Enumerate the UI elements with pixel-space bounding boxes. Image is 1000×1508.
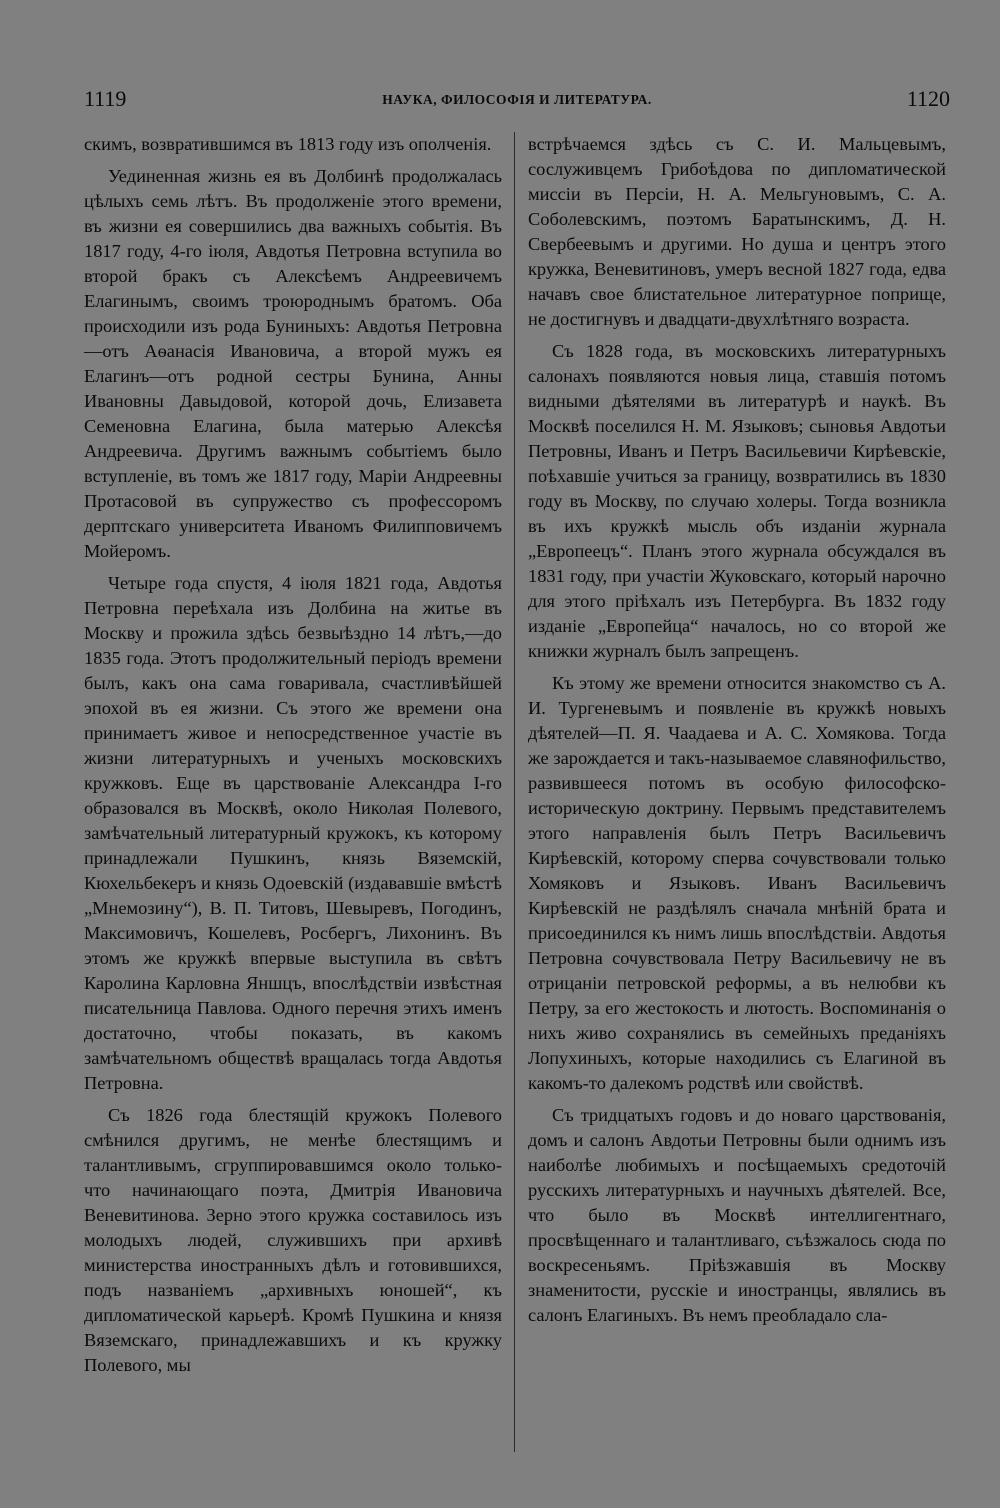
paragraph: Съ 1826 года блестящій кружокъ Полевого смѣнился другимъ, не менѣе блестящимъ и талантливымъ, сгруппировавшимся около только-что начинающаго поэта, Дмитрія Ивановича Веневитинова. Зерно этого кружка составилось изъ молодыхъ людей, служившихъ при архивѣ министерства иностранныхъ дѣлъ и готовившихся, подъ названіемъ „архивныхъ юношей“, къ дипломатической карьерѣ. Кромѣ Пушкина и князя Вяземскаго, принадлежавшихъ и къ кружку Полевого, мы [84,1105,502,1375]
paragraph: Съ 1828 года, въ московскихъ литературныхъ салонахъ появляются новыя лица, ставшія потомъ видными дѣятелями въ литературѣ и наукѣ. Въ Москвѣ поселился Н. М. Языковъ; сыновья Авдотьи Петровны, Иванъ и Петръ Васильевичи Кирѣевскіе, поѣхавшіе учиться за границу, возвратились въ 1830 году въ Москву, по случаю холеры. Тогда возникла въ ихъ кружкѣ мысль объ изданіи журнала „Европеецъ“. Планъ этого журнала обсуждался въ 1831 году, при участіи Жуковскаго, который нарочно для этого пріѣхалъ изъ Петербурга. Въ 1832 году изданіе „Европейца“ началось, но со второй же книжки журналъ былъ запрещенъ. [528,341,946,661]
paragraph: Уединенная жизнь ея въ Долбинѣ продолжалась цѣлыхъ семь лѣтъ. Въ продолженіе этого времени, въ жизни ея совершились два важныхъ событія. Въ 1817 году, 4-го іюля, Авдотья Петровна вступила во второй бракъ съ Алексѣемъ Андреевичемъ Елагинымъ, своимъ троюроднымъ братомъ. Оба происходили изъ рода Буниныхъ: Авдотья Петровна—отъ Аѳанасія Ивановича, а второй мужъ ея Елагинъ—отъ родной сестры Бунина, Анны Ивановны Давыдовой, которой дочь, Елизавета Семеновна Елагина, была матерью Алексѣя Андреевича. Другимъ важнымъ событіемъ было вступленіе, въ томъ же 1817 году, Маріи Андреевны Протасовой въ супружество съ профессоромъ дерптскаго университета Иваномъ Филипповичемъ Мойеромъ. [84,166,502,561]
paragraph: Съ тридцатыхъ годовъ и до новаго царствованія, домъ и салонъ Авдотьи Петровны были однимъ изъ наиболѣе любимыхъ и посѣщаемыхъ средоточій русскихъ литературныхъ и научныхъ дѣятелей. Все, что было въ Москвѣ интеллигентнаго, просвѣщеннаго и талантливаго, съѣзжалось сюда по воскресеньямъ. Пріѣзжавшія въ Москву знаменитости, русскіе и иностранцы, являлись въ салонъ Елагиныхъ. Въ немъ преобладало сла- [528,1105,946,1325]
running-title: НАУКА, ФИЛОСОФІЯ И ЛИТЕРАТУРА. [382,92,652,107]
paragraph: скимъ, возвратившимся въ 1813 году изъ ополченія. [84,134,492,154]
paragraph: Четыре года спустя, 4 іюля 1821 года, Авдотья Петровна переѣхала изъ Долбина на житье въ Москву и прожила здѣсь безвыѣздно 14 лѣтъ,—до 1835 года. Этотъ продолжительный періодъ времени былъ, какъ она сама говаривала, счастливѣйшей эпохой въ ея жизни. Съ этого же времени она принимаетъ живое и непосредственное участіе въ жизни литературныхъ и ученыхъ московскихъ кружковъ. Еще въ царствованіе Александра I-го образовался въ Москвѣ, около Николая Полевого, замѣчательный литературный кружокъ, къ которому принадлежали Пушкинъ, князь Вяземскій, Кюхельбекеръ и князь Одоевскій (издававшіе вмѣстѣ „Мнемозину“), В. П. Титовъ, Шевыревъ, Погодинъ, Максимовичъ, Кошелевъ, Росбергъ, Лихонинъ. Въ этомъ же кружкѣ впервые выступила въ свѣтъ Каролина Карловна Яншцъ, впослѣдствіи извѣстная писательница Павлова. Одного перечня этихъ именъ достаточно, чтобы показать, въ какомъ замѣчательномъ обществѣ вращалась тогда Авдотья Петровна. [84,573,503,1093]
right-column [528,132,946,1328]
page-number-right: 1120 [906,86,950,111]
paragraph: Къ этому же времени относится знакомство съ А. И. Тургеневымъ и появленіе въ кружкѣ новыхъ дѣятелей—П. Я. Чаадаева и А. С. Хомякова. Тогда же зарождается и такъ-называемое славянофильство, развившееся потомъ въ особую философско-историческую доктрину. Первымъ представителемъ этого направленія былъ Петръ Васильевичъ Кирѣевскій, которому сперва сочувствовали только Хомяковъ и Языковъ. Иванъ Васильевичъ Кирѣевскій не раздѣлялъ сначала мнѣній брата и присоединился къ нимъ лишь впослѣдствіи. Авдотья Петровна сочувствовала Петру Васильевичу не въ отрицаніи петровской реформы, а въ нелюбви къ Петру, за его жестокость и лютость. Воспоминанія о нихъ живо сохранялись въ семейныхъ преданіяхъ Лопухиныхъ, которые находились съ Елагиной въ какомъ-то далекомъ родствѣ или свойствѣ. [528,673,946,1093]
page-header [84,86,950,116]
column-divider [514,132,515,1452]
left-column [84,132,502,1378]
page-number-left: 1119 [84,86,127,111]
paragraph: встрѣчаемся здѣсь съ С. И. Мальцевымъ, сослуживцемъ Грибоѣдова по дипломатической миссіи въ Персіи, Н. А. Мельгуновымъ, С. А. Соболевскимъ, поэтомъ Баратынскимъ, Д. Н. Свербеевымъ и другими. Но душа и центръ этого кружка, Веневитиновъ, умеръ весной 1827 года, едва начавъ свое блистательное литературное поприще, не достигнувъ и двадцати-двухлѣтняго возраста. [528,134,946,329]
